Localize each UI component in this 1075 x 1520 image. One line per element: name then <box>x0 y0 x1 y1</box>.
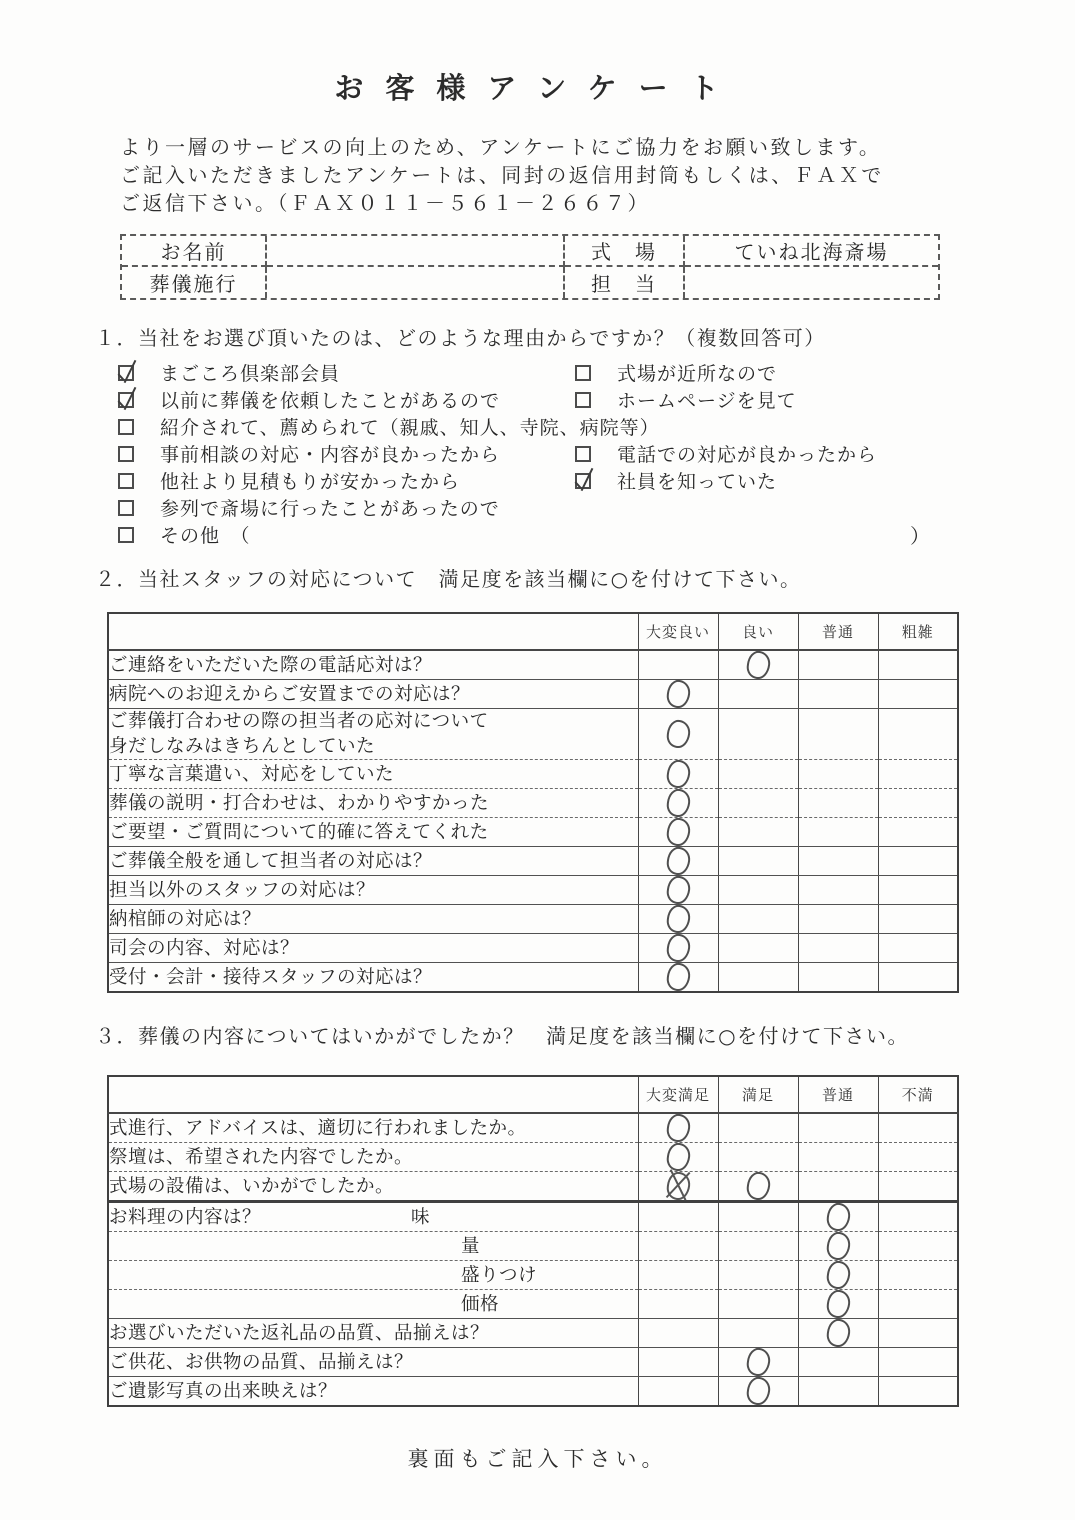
rating-cell[interactable] <box>718 709 798 760</box>
rating-cell[interactable] <box>638 1143 718 1172</box>
survey-row <box>108 1290 958 1319</box>
circle-mark <box>825 1231 851 1262</box>
survey-row <box>108 680 958 709</box>
rating-cell[interactable] <box>718 818 798 847</box>
circle-mark <box>745 650 771 681</box>
rating-table-corner <box>108 613 638 650</box>
rating-cell[interactable] <box>798 818 878 847</box>
rating-cell[interactable] <box>798 1319 878 1348</box>
survey-row <box>108 789 958 818</box>
rating-cell[interactable] <box>878 963 958 993</box>
question2-heading: ２．当社スタッフの対応について 満足度を該当欄に○を付けて下さい。 <box>95 567 802 591</box>
rating-cell[interactable] <box>638 1113 718 1143</box>
checkbox[interactable] <box>118 365 134 381</box>
intro-line: ご記入いただきましたアンケートは、同封の返信用封筒もしくは、ＦＡＸで <box>120 163 884 187</box>
rating-cell[interactable] <box>798 905 878 934</box>
rating-column-header: 不満 <box>878 1076 958 1113</box>
other-close-paren: ） <box>910 524 930 548</box>
intro-text <box>120 133 940 217</box>
rating-cell[interactable] <box>878 818 958 847</box>
rating-cell[interactable] <box>718 1143 798 1172</box>
intro-line: より一層のサービスの向上のため、アンケートにご協力をお願い致します。 <box>120 135 882 159</box>
checkbox[interactable] <box>575 473 591 489</box>
circle-mark <box>665 875 691 906</box>
checkbox[interactable] <box>575 392 591 408</box>
rating-cell[interactable] <box>638 963 718 993</box>
rating-cell[interactable] <box>638 1348 718 1377</box>
checkbox[interactable] <box>118 446 134 462</box>
rating-cell[interactable] <box>798 680 878 709</box>
question-label: ご葬儀全般を通して担当者の対応は？ <box>108 847 638 876</box>
circle-mark <box>665 788 691 819</box>
staff-in-charge-label: 担 当 <box>565 267 685 298</box>
question-label: 価格 <box>108 1290 638 1319</box>
survey-row <box>108 1319 958 1348</box>
option-label: その他 （ <box>160 525 251 547</box>
survey-row <box>108 1143 958 1172</box>
circle-mark <box>665 759 691 790</box>
survey-row <box>108 1172 958 1202</box>
option-label: 事前相談の対応・内容が良かったから <box>160 444 501 466</box>
rating-cell[interactable] <box>798 1348 878 1377</box>
rating-cell[interactable] <box>638 818 718 847</box>
checkbox[interactable] <box>118 527 134 543</box>
q1-option-other <box>118 521 575 548</box>
question-label: ご遺影写真の出来映えは？ <box>108 1377 638 1407</box>
q1-option <box>118 440 575 467</box>
circle-mark <box>665 846 691 877</box>
q1-option-row <box>112 494 930 521</box>
option-label: ホームページを見て <box>617 390 797 412</box>
rating-cell[interactable] <box>878 1290 958 1319</box>
question-label: 式進行、アドバイスは、適切に行われましたか。 <box>108 1113 638 1143</box>
rating-cell[interactable] <box>638 934 718 963</box>
rating-cell[interactable] <box>798 760 878 789</box>
circle-mark <box>665 719 691 750</box>
rating-cell[interactable] <box>718 847 798 876</box>
rating-cell[interactable] <box>878 680 958 709</box>
survey-row <box>108 1261 958 1290</box>
option-label: 参列で斎場に行ったことがあったので <box>160 498 500 520</box>
rating-cell[interactable] <box>638 789 718 818</box>
rating-cell[interactable] <box>878 1172 958 1202</box>
circle-mark <box>665 962 691 993</box>
question-label: ご供花、お供物の品質、品揃えは？ <box>108 1348 638 1377</box>
rating-cell[interactable] <box>878 1348 958 1377</box>
rating-cell[interactable] <box>638 709 718 760</box>
rating-cell[interactable] <box>718 1290 798 1319</box>
rating-cell[interactable] <box>638 1232 718 1261</box>
rating-cell[interactable] <box>798 709 878 760</box>
q1-option <box>575 359 777 386</box>
option-label: まごころ倶楽部会員 <box>160 363 341 385</box>
q1-option <box>575 467 777 494</box>
q1-option <box>118 359 575 386</box>
question1-options <box>112 359 1075 548</box>
rating-cell[interactable] <box>798 789 878 818</box>
rating-cell[interactable] <box>638 905 718 934</box>
rating-cell[interactable] <box>878 934 958 963</box>
rating-cell[interactable] <box>798 1261 878 1290</box>
info-row-funeral-staff <box>122 267 938 298</box>
survey-row <box>108 1348 958 1377</box>
rating-column-header: 大変良い <box>638 613 718 650</box>
rating-cell[interactable] <box>638 847 718 876</box>
rating-cell[interactable] <box>718 1232 798 1261</box>
checkbox[interactable] <box>575 446 591 462</box>
q1-option-row <box>112 467 930 494</box>
option-label: 他社より見積もりが安かったから <box>160 471 461 493</box>
rating-cell[interactable] <box>718 789 798 818</box>
option-label: 以前に葬儀を依頼したことがあるので <box>160 390 501 412</box>
rating-cell[interactable] <box>638 1319 718 1348</box>
rating-cell[interactable] <box>718 1113 798 1143</box>
question-label: 司会の内容、対応は？ <box>108 934 638 963</box>
rating-cell[interactable] <box>718 876 798 905</box>
funeral-execution-label: 葬儀施行 <box>122 267 267 298</box>
q1-option-row <box>112 359 930 386</box>
rating-cell[interactable] <box>798 1143 878 1172</box>
rating-cell[interactable] <box>638 1202 718 1232</box>
question-label: 病院へのお迎えからご安置までの対応は？ <box>108 680 638 709</box>
rating-cell[interactable] <box>798 1202 878 1232</box>
rating-cell[interactable] <box>878 789 958 818</box>
funeral-execution-input-field[interactable] <box>267 267 565 298</box>
rating-cell[interactable] <box>878 1202 958 1232</box>
rating-column-header: 普通 <box>798 613 878 650</box>
staff-rating-table <box>107 612 959 993</box>
question1-heading: １．当社をお選び頂いたのは、どのような理由からですか？（複数回答可） <box>95 326 826 350</box>
circle-mark <box>665 1142 691 1173</box>
q1-option <box>118 386 575 413</box>
checkbox[interactable] <box>575 365 591 381</box>
q1-option <box>575 440 877 467</box>
question-label: 葬儀の説明・打合わせは、わかりやすかった <box>108 789 638 818</box>
checkbox[interactable] <box>118 392 134 408</box>
question-label: 式場の設備は、いかがでしたか。 <box>108 1172 638 1202</box>
rating-cell[interactable] <box>798 1290 878 1319</box>
footer-note: 裏面もご記入下さい。 <box>407 1447 668 1471</box>
rating-cell[interactable] <box>798 934 878 963</box>
rating-cell[interactable] <box>718 1377 798 1407</box>
survey-row <box>108 709 958 760</box>
question-label: ご連絡をいただいた際の電話応対は？ <box>108 650 638 680</box>
question-label: ご要望・ご質問について的確に答えてくれた <box>108 818 638 847</box>
rating-cell[interactable] <box>798 963 878 993</box>
survey-row <box>108 1113 958 1143</box>
name-label: お名前 <box>122 236 267 267</box>
venue-label: 式 場 <box>565 236 685 267</box>
question-label: お料理の内容は？ 味 <box>108 1202 638 1232</box>
rating-cell[interactable] <box>718 963 798 993</box>
q1-option <box>575 386 797 413</box>
info-row-name-venue <box>122 236 938 267</box>
circle-mark <box>665 933 691 964</box>
content-rating-table <box>107 1075 959 1407</box>
survey-row <box>108 963 958 993</box>
rating-cell[interactable] <box>798 847 878 876</box>
rating-column-header: 粗雑 <box>878 613 958 650</box>
rating-cell[interactable] <box>878 1319 958 1348</box>
q1-option-row-other <box>112 521 930 548</box>
question-label: 盛りつけ <box>108 1261 638 1290</box>
intro-line-fax: ご返信下さい。（ＦＡＸ０１１－５６１－２６６７） <box>120 191 650 215</box>
rating-column-header: 満足 <box>718 1076 798 1113</box>
question-sublabel: 味 <box>411 1206 431 1228</box>
rating-cell[interactable] <box>718 1348 798 1377</box>
rating-column-header: 良い <box>718 613 798 650</box>
rating-cell[interactable] <box>878 650 958 680</box>
circle-mark <box>745 1376 771 1407</box>
q1-option-row <box>112 386 930 413</box>
rating-cell[interactable] <box>638 1261 718 1290</box>
survey-row <box>108 847 958 876</box>
checkbox[interactable] <box>118 473 134 489</box>
venue-value: ていね北海斎場 <box>685 236 938 267</box>
question-label: 丁寧な言葉遣い、対応をしていた <box>108 760 638 789</box>
rating-cell[interactable] <box>798 1113 878 1143</box>
respondent-info-box <box>120 234 940 300</box>
q1-option-row <box>112 413 930 440</box>
rating-cell[interactable] <box>718 1261 798 1290</box>
option-label: 式場が近所なので <box>617 363 778 385</box>
rating-cell[interactable] <box>878 876 958 905</box>
circle-mark <box>825 1289 851 1320</box>
name-input-field[interactable] <box>267 236 565 267</box>
crossed-out-circle-mark <box>665 1171 691 1202</box>
rating-cell[interactable] <box>718 650 798 680</box>
q1-option <box>118 413 660 440</box>
rating-cell[interactable] <box>638 650 718 680</box>
rating-cell[interactable] <box>638 1290 718 1319</box>
q1-option <box>118 494 575 521</box>
circle-mark <box>665 904 691 935</box>
rating-cell[interactable] <box>638 1377 718 1407</box>
option-label: 紹介されて、薦められて（親戚、知人、寺院、病院等） <box>160 417 660 439</box>
page-title: お客様アンケート <box>334 71 741 105</box>
circle-mark <box>825 1318 851 1349</box>
rating-cell[interactable] <box>638 760 718 789</box>
rating-cell[interactable] <box>798 650 878 680</box>
question-label: 担当以外のスタッフの対応は？ <box>108 876 638 905</box>
survey-row <box>108 1202 958 1232</box>
survey-row <box>108 905 958 934</box>
rating-cell[interactable] <box>718 680 798 709</box>
circle-mark <box>825 1260 851 1291</box>
question-label: 受付・会計・接待スタッフの対応は？ <box>108 963 638 993</box>
q1-option <box>118 467 575 494</box>
question-label: ご葬儀打合わせの際の担当者の応対について 身だしなみはきちんとしていた <box>108 709 638 760</box>
rating-cell[interactable] <box>638 1172 718 1202</box>
rating-cell[interactable] <box>878 1261 958 1290</box>
rating-cell[interactable] <box>798 1232 878 1261</box>
rating-cell[interactable] <box>718 760 798 789</box>
circle-mark <box>665 817 691 848</box>
circle-mark <box>825 1202 851 1233</box>
rating-cell[interactable] <box>718 1202 798 1232</box>
rating-cell[interactable] <box>718 905 798 934</box>
circle-mark <box>745 1171 771 1202</box>
rating-column-header: 大変満足 <box>638 1076 718 1113</box>
rating-cell[interactable] <box>718 934 798 963</box>
circle-mark <box>745 1347 771 1378</box>
rating-cell[interactable] <box>798 1172 878 1202</box>
rating-cell[interactable] <box>878 760 958 789</box>
staff-in-charge-input-field[interactable] <box>685 267 938 298</box>
rating-header-row <box>108 1076 958 1113</box>
rating-cell[interactable] <box>878 1377 958 1407</box>
circle-mark <box>665 679 691 710</box>
rating-cell[interactable] <box>638 876 718 905</box>
rating-cell[interactable] <box>878 847 958 876</box>
question-label: 納棺師の対応は？ <box>108 905 638 934</box>
rating-cell[interactable] <box>878 1143 958 1172</box>
survey-row <box>108 818 958 847</box>
option-label: 社員を知っていた <box>617 471 778 493</box>
question3-heading: ３．葬儀の内容についてはいかがでしたか？ 満足度を該当欄に○を付けて下さい。 <box>95 1024 910 1048</box>
survey-row <box>108 934 958 963</box>
question-label: 祭壇は、希望された内容でしたか。 <box>108 1143 638 1172</box>
checkbox[interactable] <box>118 500 134 516</box>
survey-row <box>108 760 958 789</box>
rating-cell[interactable] <box>798 1377 878 1407</box>
survey-row <box>108 876 958 905</box>
question-label: 量 <box>108 1232 638 1261</box>
rating-column-header: 普通 <box>798 1076 878 1113</box>
rating-cell[interactable] <box>718 1172 798 1202</box>
survey-row <box>108 650 958 680</box>
q1-option-row <box>112 440 930 467</box>
checkbox[interactable] <box>118 419 134 435</box>
rating-cell[interactable] <box>718 1319 798 1348</box>
rating-table-corner <box>108 1076 638 1113</box>
rating-header-row <box>108 613 958 650</box>
rating-cell[interactable] <box>798 876 878 905</box>
rating-cell[interactable] <box>878 709 958 760</box>
rating-cell[interactable] <box>878 905 958 934</box>
survey-row <box>108 1232 958 1261</box>
rating-cell[interactable] <box>878 1232 958 1261</box>
question-label: お選びいただいた返礼品の品質、品揃えは？ <box>108 1319 638 1348</box>
option-label: 電話での対応が良かったから <box>617 444 878 466</box>
circle-mark <box>665 1113 691 1144</box>
survey-row <box>108 1377 958 1407</box>
rating-cell[interactable] <box>878 1113 958 1143</box>
rating-cell[interactable] <box>638 680 718 709</box>
